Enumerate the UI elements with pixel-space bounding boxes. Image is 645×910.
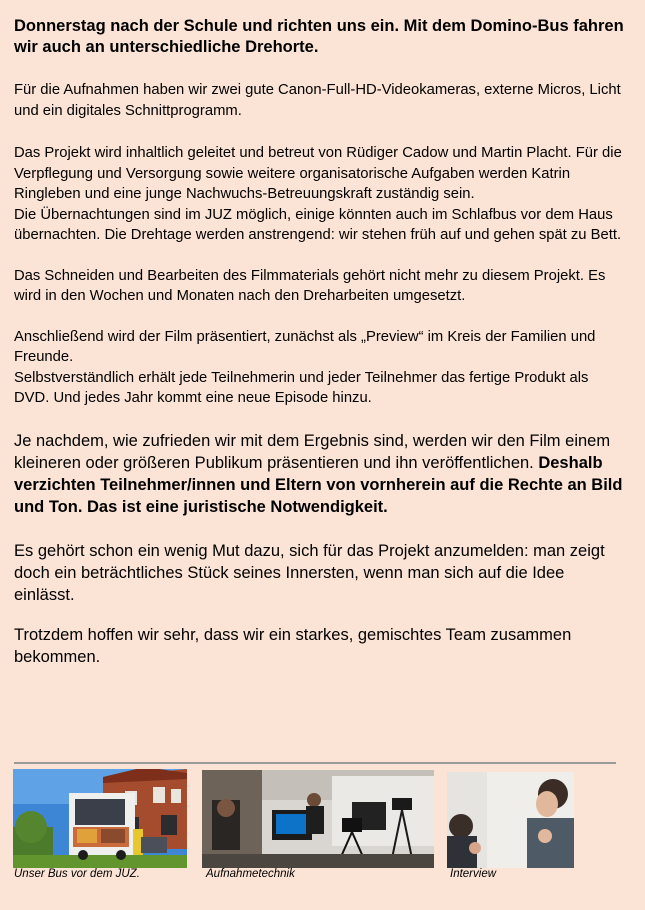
team-paragraph xyxy=(14,143,624,246)
presentation-text-b: Selbstverständlich erhält jede Teilnehmerin und jeder Teilnehmer das fertige Produkt als DVD. Und jedes Jahr kommt eine neue Episode hinzu. xyxy=(14,369,589,406)
team-text-b: Die Übernachtungen sind im JUZ möglich, einige könnten auch im Schlafbus vor dem Haus übernachten. Die Drehtage werden anstrengend: wir stehen früh auf und gehen spät zu Bett. xyxy=(14,206,622,243)
caption-interview: Interview xyxy=(450,868,497,880)
intro-paragraph: Donnerstag nach der Schule und richten uns ein. Mit dem Domino-Bus fahren wir auch an unterschiedliche Drehorte. xyxy=(14,17,624,56)
rights-text: Je nachdem, wie zufrieden wir mit dem Ergebnis sind, werden wir den Film einem kleineren oder größeren Publikum präsentieren und ihn veröffentlichen. xyxy=(14,431,611,472)
caption-bus: Unser Bus vor dem JUZ. xyxy=(14,868,140,880)
editing-paragraph: Das Schneiden und Bearbeiten des Filmmaterials gehört nicht mehr zu diesem Projekt. Es wird in den Wochen und Monaten nach den Dreharbeiten umgesetzt. xyxy=(14,267,606,304)
article-body xyxy=(14,16,624,668)
rights-paragraph xyxy=(14,430,624,518)
presentation-text-a: Anschließend wird der Film präsentiert, zunächst als „Preview“ im Kreis der Familien und Freunde. xyxy=(14,328,596,365)
courage-paragraph: Es gehört schon ein wenig Mut dazu, sich für das Projekt anzumelden: man zeigt doch ein beträchtliches Stück seines Innersten, wenn man sich auf die Idee einlässt. xyxy=(14,541,605,604)
caption-studio: Aufnahmetechnik xyxy=(206,868,295,880)
studio-photo xyxy=(202,770,434,868)
interview-photo-image xyxy=(447,772,574,868)
divider xyxy=(14,762,616,764)
interview-photo xyxy=(447,772,574,868)
equipment-paragraph: Für die Aufnahmen haben wir zwei gute Canon-Full-HD-Videokameras, externe Micros, Licht und ein digitales Schnittprogramm. xyxy=(14,82,621,119)
bus-photo xyxy=(13,769,187,868)
presentation-paragraph xyxy=(14,327,624,409)
studio-photo-image xyxy=(202,770,434,868)
rights-emphasis: Deshalb verzichten Teilnehmer/innen und Eltern von vornherein auf die Rechte an Bild und Ton. Das ist eine juristische Notwendigkeit. xyxy=(14,453,623,516)
hope-paragraph: Trotzdem hoffen wir sehr, dass wir ein starkes, gemischtes Team zusammen bekommen. xyxy=(14,625,572,666)
bus-photo-image xyxy=(13,769,187,868)
team-text-a: Das Projekt wird inhaltlich geleitet und betreut von Rüdiger Cadow und Martin Placht. Für die Verpflegung und Versorgung sowie weitere organisatorische Aufgaben werden Katrin Ringleben und eine junge Nachwuchs-Betreuungskraft zuständig sein. xyxy=(14,145,622,202)
